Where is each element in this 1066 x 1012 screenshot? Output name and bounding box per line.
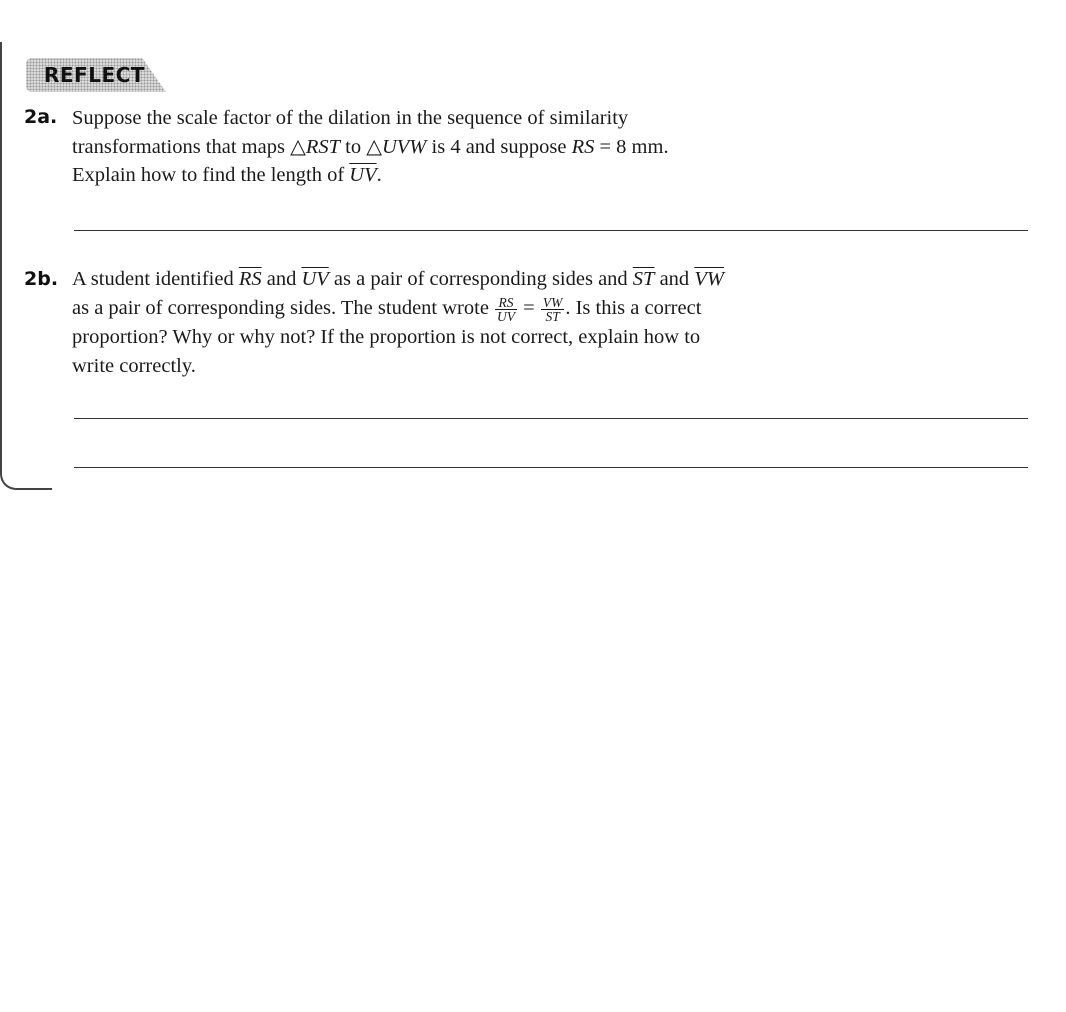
- q2a-line-1: [72, 106, 628, 130]
- q2b-text: and: [654, 268, 695, 290]
- triangle-symbol: △: [290, 136, 306, 158]
- answer-line-2b-2[interactable]: [74, 467, 1028, 468]
- segment-uv: $\overline{UV}$: [301, 268, 329, 290]
- q2b-line-2: [72, 296, 701, 323]
- q2b-line-3: [72, 325, 700, 349]
- q2a-line-1-text: Suppose the scale factor of the dilation in the sequence of similarity: [72, 107, 629, 129]
- segment-rs: $\overline{RS}$: [238, 268, 262, 290]
- fraction-denominator: ST: [545, 309, 560, 324]
- segment-st: $\overline{ST}$: [632, 268, 655, 290]
- segment-vw: $\overline{VW}$: [694, 268, 724, 290]
- fraction-rs-uv: [495, 296, 517, 323]
- q2b-text: A student identified: [72, 268, 239, 290]
- q2b-line-1: [72, 267, 724, 291]
- fraction-denominator: UV: [497, 309, 516, 324]
- q2a-text: Explain how to find the length of: [72, 164, 350, 186]
- equals-sign: =: [518, 297, 540, 320]
- q2b-text: and: [261, 268, 302, 290]
- q2b-text: proportion? Why or why not? If the proportion is not correct, explain how to: [72, 326, 701, 348]
- answer-line-2a[interactable]: [74, 230, 1028, 231]
- question-number-2a: 2a.: [24, 106, 58, 128]
- q2b-text: . Is this a correct: [565, 297, 702, 320]
- triangle-rst: RST: [305, 136, 341, 158]
- q2a-text: to: [340, 136, 367, 158]
- q2a-line-3: [72, 163, 382, 187]
- q2a-text: transformations that maps: [72, 136, 291, 158]
- q2b-text: write correctly.: [72, 355, 196, 377]
- segment-uv: $\overline{UV}$: [349, 164, 377, 186]
- fraction-numerator: RS: [495, 296, 517, 310]
- q2b-line-4: [72, 354, 196, 378]
- reflect-heading: REFLECT: [44, 63, 145, 87]
- q2a-text: .: [376, 164, 382, 186]
- q2a-text: is 4 and suppose: [426, 136, 572, 158]
- q2a-line-2: [72, 135, 669, 159]
- side-rs: RS: [571, 136, 595, 158]
- question-number-2b: 2b.: [24, 268, 59, 290]
- triangle-uvw: UVW: [381, 136, 427, 158]
- fraction-numerator: VW: [542, 295, 563, 310]
- fraction-vw-st: [541, 296, 565, 323]
- q2b-text: as a pair of corresponding sides. The student wrote: [72, 297, 495, 320]
- answer-line-2b-1[interactable]: [74, 418, 1028, 419]
- q2a-text: = 8 mm.: [594, 136, 669, 158]
- q2b-text: as a pair of corresponding sides and: [328, 268, 633, 290]
- triangle-symbol: △: [366, 136, 382, 158]
